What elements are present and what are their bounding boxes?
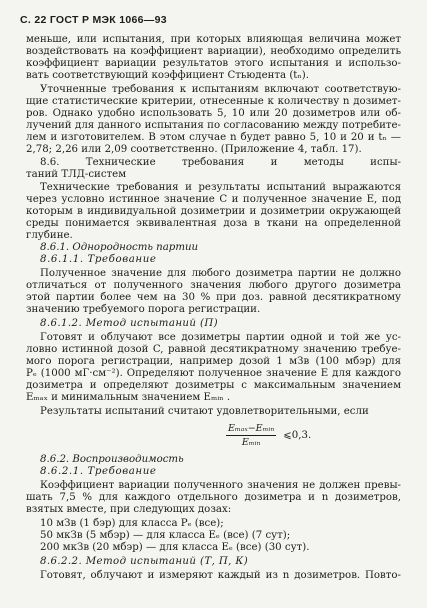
text-line: шать 7,5 % для каждого отдельного дозиметра и n дозиметров, [26,492,401,503]
formula-fraction [226,423,276,448]
text-line: меньше, или испытания, при которых влияющая величина может [26,34,401,45]
formula-denominator: Eₘᵢₙ [241,437,261,448]
text-line: Уточненные требования к испытаниям включают соответствую- [40,84,401,95]
text-line: щие статистические критерии, отнесенные к количеству n дозимет- [26,96,401,107]
text-line: отличаться от полученного значения любого другого дозиметра [26,280,401,291]
text-line: среды понимается эквивалентная доза в ткани на определенной [26,218,401,229]
text-line: Pₑ (1000 мГ·см⁻²). Определяют полученное значение E для каждого [26,368,401,379]
subsection-heading: 8.6.1. Однородность партии [40,242,199,253]
list-item: 200 мкЗв (20 мбэр) — для класса Eₑ (все) (30 сут). [40,542,310,553]
text-line: Коэффициент вариации полученного значения не должен превы- [40,480,401,491]
section-heading: таний ТЛД-систем [26,169,127,180]
subsection-heading: 8.6.2.1. Требование [40,466,157,477]
text-line: воздействовать на коэффициент вариации), необходимо определить [26,46,401,57]
formula-numerator: Eₘₐₓ−Eₘᵢₙ [228,423,275,434]
text-line: ловно истинной дозой C, равной десятикратному значению требуе- [26,344,401,355]
text-line: лем и изготовителем. В этом случае n будет равно 5, 10 и 20 и tₙ — [26,132,401,143]
text-line: этой партии более чем на 30 % при доз. равной десятикратному [26,292,401,303]
subsection-heading: 8.6.2. Воспроизводимость [40,454,184,465]
text-line: Готовят и облучают все дозиметры партии одной и той же ус- [40,332,401,343]
text-line: коэффициент вариации результатов этого испытания и использо- [26,58,401,69]
text-line: глубине. [26,230,73,241]
page-header: С. 22 ГОСТ Р МЭК 1066—93 [20,14,167,26]
text-line: Технические требования и результаты испытаний выражаются [40,182,401,193]
subsection-heading: 8.6.1.1. Требование [40,254,157,265]
formula-relation: ⩽0,3. [283,430,312,441]
list-item: 50 мкЗв (5 мбэр) — для класса Eₑ (все) (7 сут); [40,530,291,541]
text-line: через условно истинное значение C и полученное значение E, под [26,194,401,205]
text-line: значению требуемого порога регистрации. [26,304,261,315]
list-item: 10 мЗв (1 бэр) для класса Pₑ (все); [40,518,224,529]
text-line: ров. Однако удобно использовать 5, 10 или 20 дозиметров или об- [26,108,401,119]
section-heading: 8.6. Технические требования и методы испы- [40,157,401,168]
text-line: дозиметра и определяют дозиметры с максимальным значением [26,380,401,391]
text-line: взятых вместе, при следующих дозах: [26,504,232,515]
text-line: которым в индивидуальной дозиметрии и дозиметрии окружающей [26,206,401,217]
text-line: Eₘₐₓ и минимальным значением Eₘᵢₙ . [26,392,231,403]
text-line: 2,78; 2,26 или 2,09 соответственно. (Приложение 4, табл. 17). [26,144,362,155]
subsection-heading: 8.6.1.2. Метод испытаний (П) [40,318,219,329]
text-line: лучений для данного испытания по согласованию между потребите- [26,120,401,131]
text-line: вать соответствующий коэффициент Стьюдента (tₙ). [26,70,310,81]
text-line: Результаты испытаний считают удовлетворительными, если [40,406,369,417]
subsection-heading: 8.6.2.2. Метод испытаний (Т, П, К) [40,556,249,567]
criterion-formula [226,423,311,448]
text-line: Готовят, облучают и измеряют каждый из n дозиметров. Повто- [40,570,401,581]
text-line: мого порога регистрации, например дозой 1 мЗв (100 мбэр) для [26,356,401,367]
text-line: Полученное значение для любого дозиметра партии не должно [40,268,401,279]
